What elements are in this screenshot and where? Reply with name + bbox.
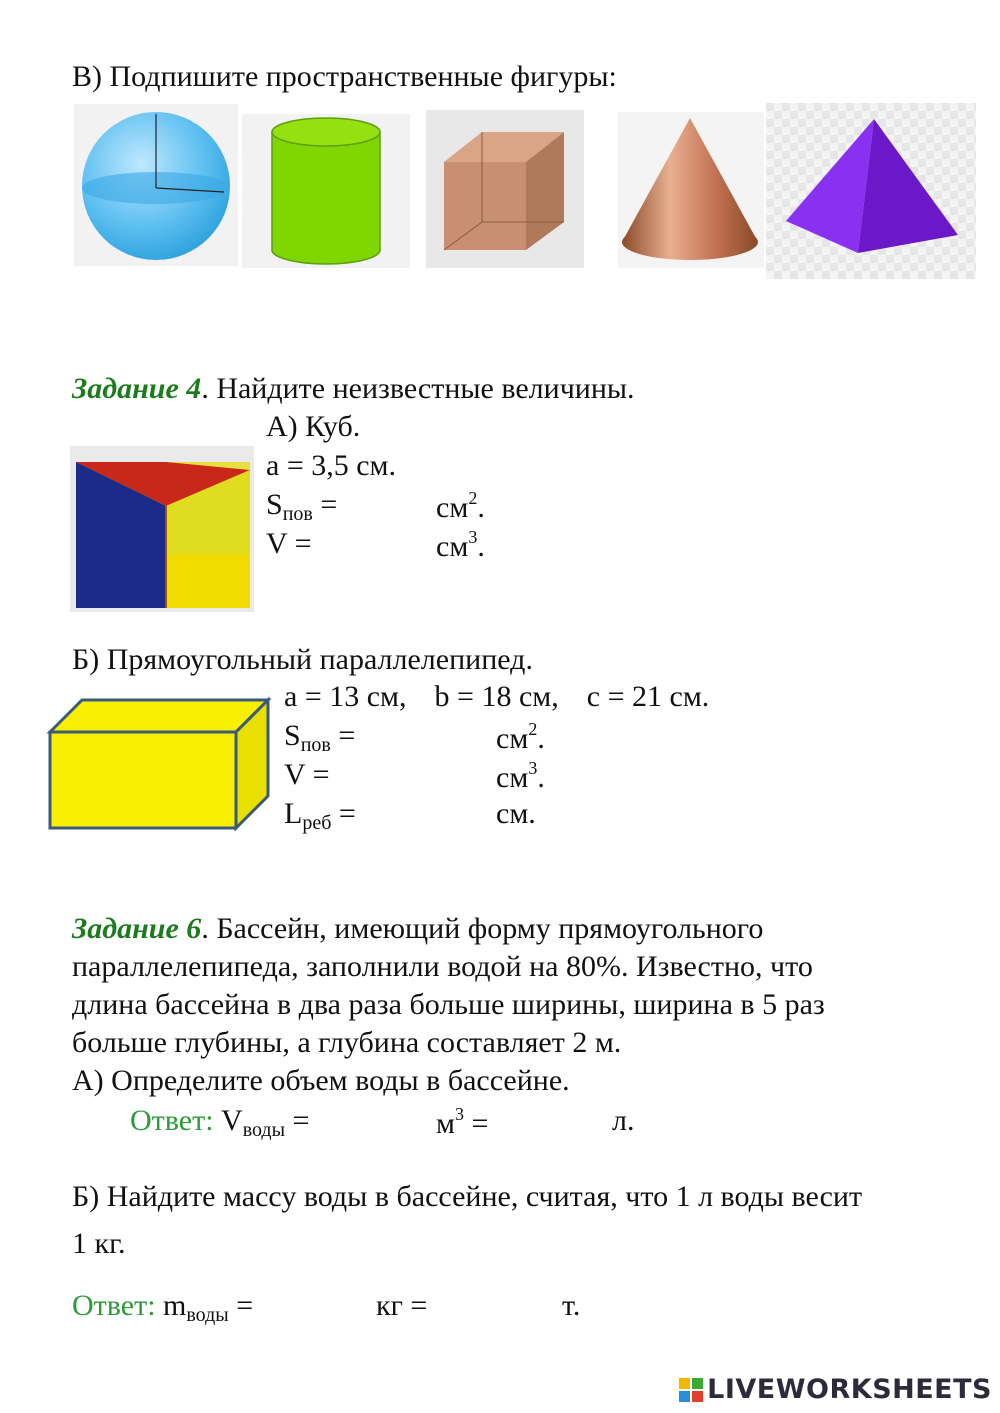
box-volume-unit bbox=[496, 758, 545, 795]
answer-b-label bbox=[72, 1289, 253, 1327]
unit-exponent: 3 bbox=[454, 1104, 464, 1124]
answer-b-tons-unit: т. bbox=[562, 1289, 581, 1322]
box-edges-input[interactable] bbox=[376, 797, 436, 827]
answer-a-label bbox=[130, 1104, 309, 1142]
mass-symbol: m bbox=[155, 1289, 187, 1322]
unit-period: . bbox=[477, 491, 485, 524]
unit-period: . bbox=[477, 530, 485, 563]
surface-equals: = bbox=[312, 488, 338, 521]
surface-symbol: S bbox=[284, 719, 301, 752]
answer-a-m3-unit bbox=[436, 1104, 488, 1141]
unit-cm: см bbox=[436, 491, 469, 524]
box-image bbox=[46, 696, 276, 832]
cube-volume-label: V = bbox=[266, 527, 312, 560]
unit-period: . bbox=[537, 761, 545, 794]
cube-image bbox=[426, 110, 584, 268]
box-edges-label bbox=[284, 797, 356, 835]
task6-part-a: А) Определите объем воды в бассейне. bbox=[72, 1064, 570, 1097]
cube-surface-unit bbox=[436, 488, 485, 525]
task6-text bbox=[72, 910, 952, 1100]
task6-line2: параллелепипеда, заполнили водой на 80%. Известно, что bbox=[72, 950, 813, 983]
answer-a-liters-input[interactable] bbox=[506, 1104, 566, 1134]
edges-subscript: реб bbox=[302, 812, 332, 834]
box-volume-input[interactable] bbox=[376, 758, 436, 788]
cube-volume-unit bbox=[436, 527, 485, 564]
cylinder-image bbox=[242, 114, 410, 268]
cube-surface-input[interactable] bbox=[356, 488, 416, 518]
unit-cm: см bbox=[436, 530, 469, 563]
task6-part-b-line2: 1 кг. bbox=[72, 1227, 126, 1260]
cube-volume-input[interactable] bbox=[340, 527, 400, 557]
task6-label: Задание 6 bbox=[72, 912, 202, 945]
task6-part-b-line1: Б) Найдите массу воды в бассейне, считая, что 1 л воды весит bbox=[72, 1180, 863, 1213]
surface-equals: = bbox=[330, 719, 356, 752]
volume-symbol: V bbox=[213, 1104, 243, 1137]
unit-cm: см bbox=[496, 722, 529, 755]
task4-line bbox=[72, 372, 635, 406]
task4-text: Найдите неизвестные величины. bbox=[208, 372, 635, 405]
mass-subscript: воды bbox=[186, 1304, 229, 1326]
edges-symbol: L bbox=[284, 797, 303, 830]
box-surface-label bbox=[284, 719, 355, 757]
unit-period: . bbox=[537, 722, 545, 755]
answer-a-liters-unit: л. bbox=[612, 1104, 635, 1137]
surface-subscript: пов bbox=[300, 734, 331, 756]
answer-word: Ответ: bbox=[130, 1104, 214, 1137]
surface-symbol: S bbox=[266, 488, 283, 521]
answer-b-tons-input[interactable] bbox=[448, 1289, 508, 1319]
task4-label: Задание 4 bbox=[72, 372, 202, 405]
box-edges-unit: см. bbox=[496, 797, 536, 830]
cube-given: a = 3,5 см. bbox=[266, 449, 397, 482]
unit-exponent: 2 bbox=[468, 488, 478, 508]
task4-punct: . bbox=[201, 372, 209, 405]
task6-line4: больше глубины, а глубина составляет 2 м. bbox=[72, 1026, 622, 1059]
box-surface-input[interactable] bbox=[376, 719, 436, 749]
volume-subscript: воды bbox=[242, 1119, 286, 1141]
answer-a-m3-input[interactable] bbox=[340, 1104, 400, 1134]
unit-exponent: 3 bbox=[528, 758, 538, 778]
section-b-title: В) Подпишите пространственные фигуры: bbox=[72, 60, 617, 93]
answer-b-kg-unit: кг = bbox=[376, 1289, 428, 1322]
box-surface-unit bbox=[496, 719, 545, 756]
volume-equals: = bbox=[285, 1104, 310, 1137]
dim-b: b = 18 см, bbox=[434, 680, 559, 713]
cone-image bbox=[618, 112, 764, 268]
box-dimensions bbox=[284, 680, 709, 714]
task6-line1: Бассейн, имеющий форму прямоугольного bbox=[208, 912, 764, 945]
answer-b-kg-input[interactable] bbox=[282, 1289, 342, 1319]
pyramid-image bbox=[766, 103, 976, 279]
logo-text: LIVEWORKSHEETS bbox=[707, 1374, 992, 1405]
colored-cube-image bbox=[70, 446, 254, 612]
dim-c: c = 21 см. bbox=[586, 680, 710, 713]
cube-heading: А) Куб. bbox=[266, 410, 361, 443]
answer-word: Ответ: bbox=[72, 1289, 156, 1322]
unit-exponent: 3 bbox=[468, 527, 478, 547]
unit-m: м bbox=[436, 1107, 455, 1140]
unit-equals: = bbox=[463, 1107, 489, 1140]
box-volume-label: V = bbox=[284, 758, 330, 791]
sphere-image bbox=[74, 104, 238, 266]
task6-punct: . bbox=[201, 912, 209, 945]
mass-equals: = bbox=[228, 1289, 254, 1322]
unit-exponent: 2 bbox=[528, 719, 538, 739]
surface-subscript: пов bbox=[282, 503, 313, 525]
edges-equals: = bbox=[331, 797, 356, 830]
logo-grid-icon bbox=[679, 1378, 703, 1402]
dim-a: a = 13 см, bbox=[284, 680, 407, 713]
liveworksheets-logo bbox=[679, 1374, 992, 1405]
cube-surface-row bbox=[266, 488, 337, 526]
unit-cm: см bbox=[496, 761, 529, 794]
box-heading: Б) Прямоугольный параллелепипед. bbox=[72, 643, 533, 676]
task6-line3: длина бассейна в два раза больше ширины, ширина в 5 раз bbox=[72, 988, 825, 1021]
